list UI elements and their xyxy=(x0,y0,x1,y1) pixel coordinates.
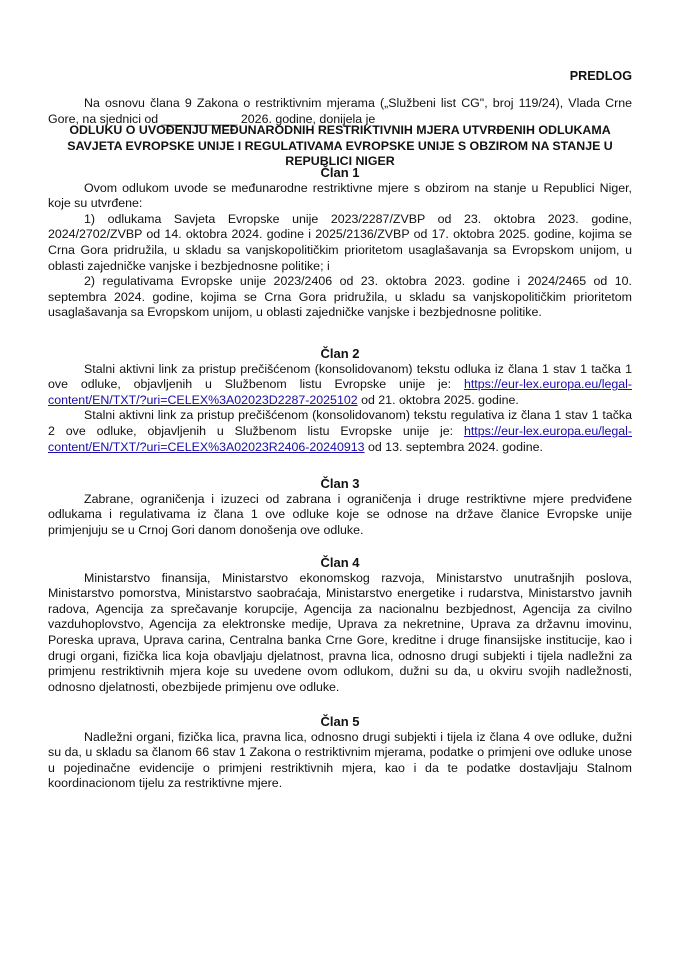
article-paragraph: Zabrane, ograničenja i izuzeci od zabrana i ograničenja i druge restriktivne mjere predviđene odlukama i regulativama iz člana 1 ove odluke koje se odnose na države članice Evropske unije primjenjuju se u Crnoj Gori danom donošenja ove odluke. xyxy=(48,491,632,537)
article-paragraph: Ministarstvo finansija, Ministarstvo ekonomskog razvoja, Ministarstvo unutrašnjih poslova, Ministarstvo pomorstva, Ministarstvo saobraćaja, Ministarstvo energetike i rudarstva, Ministarstvo javnih radova, Agencija za sprečavanje korupcije, Agencija za nacionalnu bezbjednost, Agencija za civilno vazduhoplovstvo, Agencija za elektronske medije, Uprava za nekretnine, Uprava za državnu imovinu, Poreska uprava, Uprava carina, Centralna banka Crne Gore, kreditne i druge finansijske institucije, kao i drugi organi, fizička lica koja obavljaju djelatnost, pravna lica, odnosno drugi subjekti i tijela nadležni za primjenu restriktivnih mjera koje su uvedene ovom odlukom, dužni su da, u okviru svojih nadležnosti, odnosno djelatnosti, obezbijede primjenu ove odluke. xyxy=(48,570,632,694)
article-heading: Član 2 xyxy=(320,346,360,361)
paragraph-text: od 13. septembra 2024. godine. xyxy=(364,439,543,454)
article-paragraph: Nadležni organi, fizička lica, pravna lica, odnosno drugi subjekti i tijela iz člana 4 ove odluke, dužni su da, u skladu sa članom 66 stav 1 Zakona o restriktivnim mjerama, podatke o primjeni ove odluke unose u pojedinačne evidencije o primjeni restriktivnih mjera, kao i da te podatke dostavljaju Stalnom koordinacionom tijelu za restriktivne mjere. xyxy=(48,729,632,791)
article-paragraph xyxy=(48,362,632,409)
article-heading: Član 3 xyxy=(320,476,360,491)
paragraph-text: od 21. oktobra 2025. godine. xyxy=(357,392,519,407)
article-4 xyxy=(48,555,632,695)
paragraph-text: Stalni aktivni link za pristup prečišćenom (konsolidovanom) tekstu odluka iz člana 1 stav 1 tačka 1 ove odluke, objavljenih u Službenom listu Evropske unije je: xyxy=(48,361,632,392)
article-paragraph: 1) odlukama Savjeta Evropske unije 2023/2287/ZVBP od 23. oktobra 2023. godine, 2024/2702/ZVBP od 14. oktobra 2024. godine i 2025/2136/ZVBP od 17. oktobra 2025. godine, kojima se Crna Gora pridružila, u skladu sa vanjskopolitičkim prioritetom usaglašavanja sa Evropskom unijom, u oblasti zajedničke vanjske i bezbjednosne politike; i xyxy=(48,211,632,273)
document-label: PREDLOG xyxy=(569,69,632,83)
intro-paragraph: Na osnovu člana 9 Zakona o restriktivnim mjerama („Službeni list CG", broj 119/24), Vlada Crne Gore, na sjednici od ___________ 2026. godine, donijela je xyxy=(48,96,632,126)
article-heading: Član 4 xyxy=(320,555,360,570)
article-paragraph xyxy=(48,408,632,455)
eur-lex-link-decisions[interactable]: https://eur-lex.europa.eu/legal-content/EN/TXT/?uri=CELEX%3A02023D2287-2025102 xyxy=(48,377,632,407)
document-title: ODLUKU O UVOĐENJU MEĐUNARODNIH RESTRIKTIVNIH MJERA UTVRĐENIH ODLUKAMA SAVJETA EVROPSKE UNIJE I REGULATIVAMA EVROPSKE UNIJE S OBZIROM NA STANJE U REPUBLICI NIGER xyxy=(67,123,613,169)
article-paragraph: 2) regulativama Evropske unije 2023/2406 od 23. oktobra 2023. godine i 2024/2465 od 10. septembra 2024. godine, kojima se Crna Gora pridružila, u skladu sa vanjskopolitičkim prioritetom usaglašavanja sa Evropskom unijom, u oblasti zajedničke vanjske i bezbjednosne politike. xyxy=(48,274,632,320)
eur-lex-link-regulations[interactable]: https://eur-lex.europa.eu/legal-content/EN/TXT/?uri=CELEX%3A02023R2406-20240913 xyxy=(48,423,632,454)
document-title-block xyxy=(44,123,636,170)
article-3 xyxy=(48,476,632,538)
article-heading: Član 1 xyxy=(320,165,360,180)
article-paragraph: Ovom odlukom uvode se međunarodne restriktivne mjere s obzirom na stanje u Republici Niger, koje su utvrđene: xyxy=(48,180,632,211)
article-1 xyxy=(48,165,632,321)
article-heading: Član 5 xyxy=(320,714,360,729)
paragraph-text: Stalni aktivni link za pristup prečišćenom (konsolidovanom) tekstu regulativa iz člana 1 stav 1 tačka 2 ove odluke, objavljenih u Službenom listu Evropske unije je: xyxy=(48,408,632,438)
article-5 xyxy=(48,714,632,792)
article-2 xyxy=(48,346,632,455)
